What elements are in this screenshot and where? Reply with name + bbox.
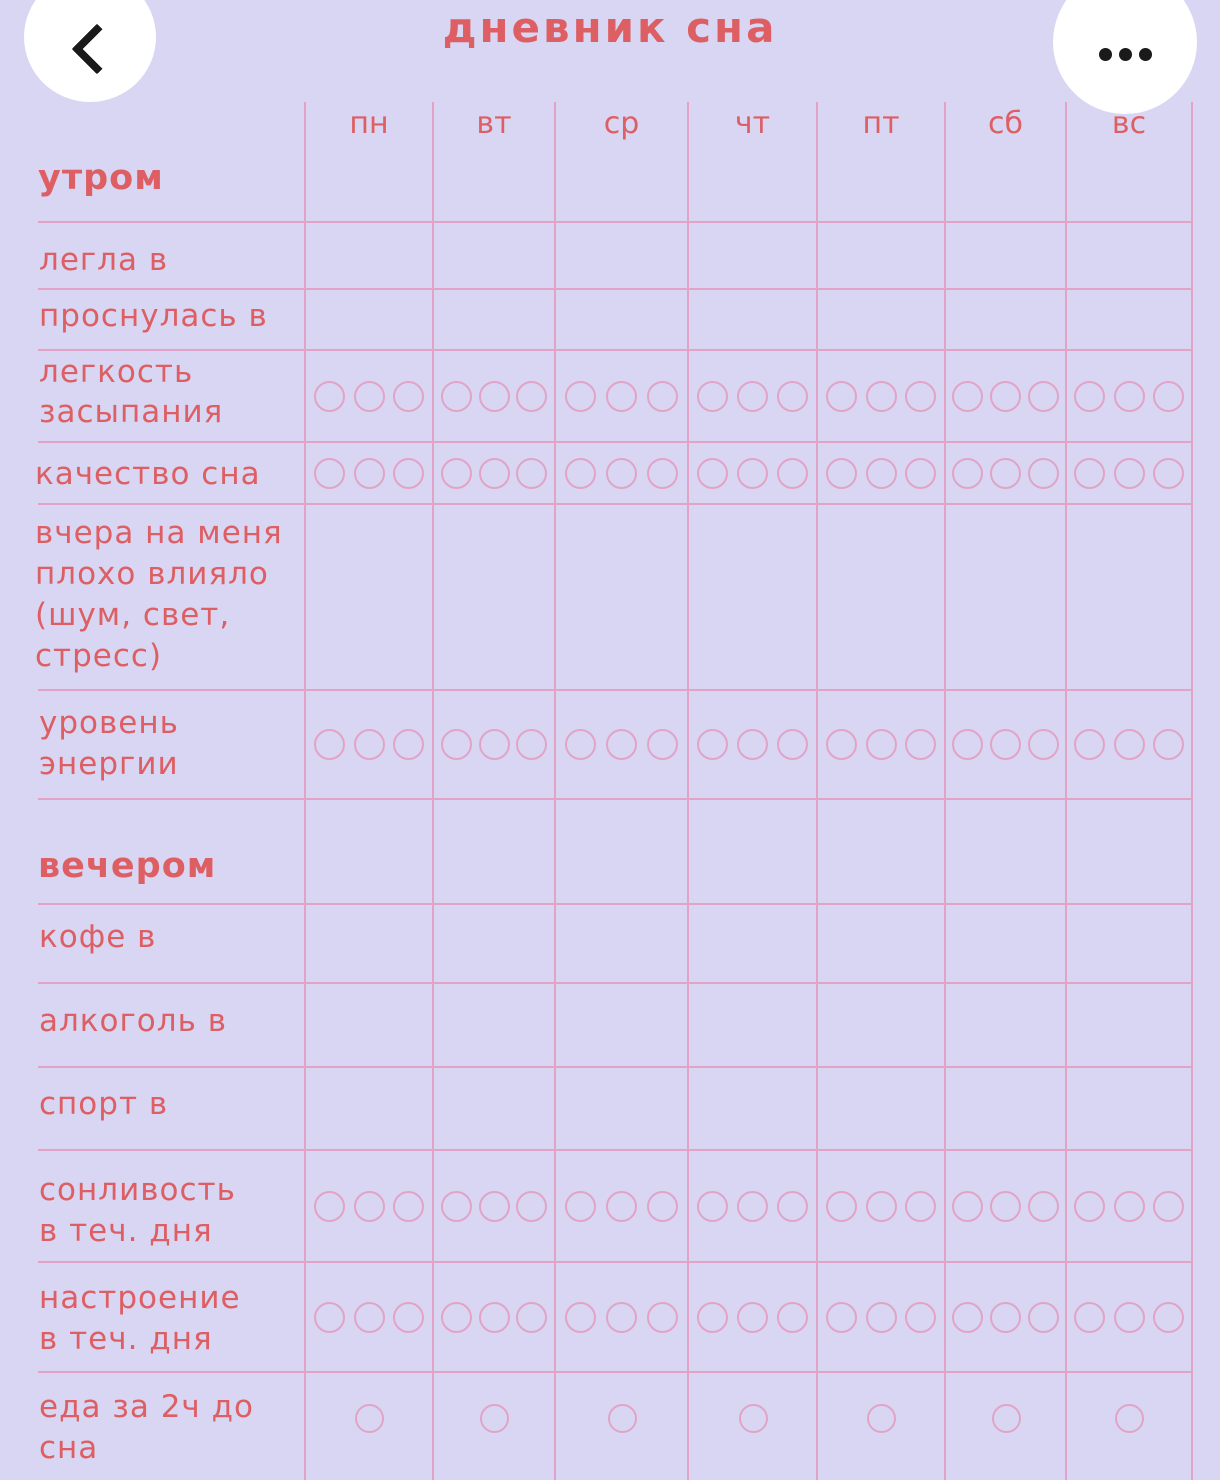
rating-circle[interactable]: [697, 1302, 728, 1333]
rating-circle[interactable]: [826, 381, 857, 412]
rating-circle[interactable]: [565, 458, 596, 489]
rating-circle[interactable]: [866, 729, 897, 760]
rating-circle[interactable]: [479, 381, 510, 412]
table-cell[interactable]: [557, 1068, 686, 1148]
row-label: вчера на меня: [35, 515, 283, 551]
table-cell[interactable]: [947, 905, 1064, 981]
table-cell[interactable]: [690, 1068, 815, 1148]
rating-circle[interactable]: [647, 1191, 678, 1222]
table-cell[interactable]: [947, 505, 1064, 688]
table-cell[interactable]: [435, 905, 553, 981]
more-options-button[interactable]: [1053, 0, 1197, 114]
row-label: настроение: [39, 1280, 241, 1316]
grid-line-vertical: [304, 102, 306, 1480]
rating-circle[interactable]: [697, 381, 728, 412]
rating-circle[interactable]: [441, 381, 472, 412]
rating-circle[interactable]: [479, 1302, 510, 1333]
rating-circle[interactable]: [1074, 458, 1105, 489]
day-header-3: чт: [734, 106, 771, 141]
grid-line-vertical: [1191, 102, 1193, 1480]
rating-circle[interactable]: [565, 729, 596, 760]
table-cell[interactable]: [307, 290, 431, 348]
rating-circle[interactable]: [1028, 381, 1059, 412]
table-cell[interactable]: [1068, 1068, 1190, 1148]
rating-circle[interactable]: [441, 729, 472, 760]
check-circle[interactable]: [867, 1404, 896, 1433]
rating-circle[interactable]: [952, 1302, 983, 1333]
rating-circle[interactable]: [905, 1191, 936, 1222]
rating-circle[interactable]: [1153, 729, 1184, 760]
table-cell[interactable]: [435, 984, 553, 1065]
rating-circle[interactable]: [1028, 1191, 1059, 1222]
more-horizontal-icon: [1099, 48, 1152, 61]
rating-circle[interactable]: [1153, 458, 1184, 489]
rating-circle[interactable]: [314, 381, 345, 412]
rating-circle[interactable]: [393, 381, 424, 412]
rating-circle[interactable]: [826, 1191, 857, 1222]
table-cell[interactable]: [947, 1068, 1064, 1148]
rating-circle[interactable]: [647, 458, 678, 489]
rating-circle[interactable]: [314, 1302, 345, 1333]
table-cell[interactable]: [690, 505, 815, 688]
row-label: сонливость: [39, 1172, 236, 1208]
row-label: стресс): [35, 638, 163, 674]
row-label: легла в: [39, 242, 169, 278]
table-cell[interactable]: [947, 984, 1064, 1065]
rating-circle[interactable]: [479, 729, 510, 760]
row-label: уровень: [39, 705, 179, 741]
section-heading-evening: вечером: [38, 846, 217, 886]
check-circle[interactable]: [480, 1404, 509, 1433]
table-cell[interactable]: [819, 1068, 943, 1148]
rating-circle[interactable]: [990, 1191, 1021, 1222]
day-header-0: пн: [349, 106, 389, 141]
table-cell[interactable]: [690, 984, 815, 1065]
rating-circle[interactable]: [1074, 381, 1105, 412]
grid-line-vertical: [816, 102, 818, 1480]
rating-circle[interactable]: [565, 1191, 596, 1222]
rating-circle[interactable]: [1028, 458, 1059, 489]
rating-circle[interactable]: [354, 1191, 385, 1222]
rating-circle[interactable]: [952, 1191, 983, 1222]
table-cell[interactable]: [307, 505, 431, 688]
rating-circle[interactable]: [905, 458, 936, 489]
rating-circle[interactable]: [1114, 1302, 1145, 1333]
check-circle[interactable]: [1115, 1404, 1144, 1433]
table-cell[interactable]: [307, 1068, 431, 1148]
row-label: сна: [39, 1430, 99, 1466]
rating-circle[interactable]: [737, 729, 768, 760]
rating-circle[interactable]: [441, 1302, 472, 1333]
rating-circle[interactable]: [697, 458, 728, 489]
rating-circle[interactable]: [952, 458, 983, 489]
rating-circle[interactable]: [606, 729, 637, 760]
rating-circle[interactable]: [1074, 1302, 1105, 1333]
grid-line-vertical: [554, 102, 556, 1480]
check-circle[interactable]: [608, 1404, 637, 1433]
table-cell[interactable]: [819, 505, 943, 688]
row-label: проснулась в: [39, 298, 268, 334]
rating-circle[interactable]: [606, 1302, 637, 1333]
rating-circle[interactable]: [516, 381, 547, 412]
row-label: спорт в: [39, 1086, 169, 1122]
day-header-2: ср: [603, 106, 640, 141]
table-cell[interactable]: [307, 905, 431, 981]
rating-circle[interactable]: [1114, 381, 1145, 412]
row-label: качество сна: [35, 456, 261, 492]
row-label: энергии: [39, 746, 179, 782]
rating-circle[interactable]: [777, 729, 808, 760]
day-header-1: вт: [476, 106, 512, 141]
rating-circle[interactable]: [866, 458, 897, 489]
rating-circle[interactable]: [777, 458, 808, 489]
table-cell[interactable]: [1068, 505, 1190, 688]
rating-circle[interactable]: [952, 381, 983, 412]
check-circle[interactable]: [739, 1404, 768, 1433]
rating-circle[interactable]: [826, 1302, 857, 1333]
grid-line-vertical: [944, 102, 946, 1480]
rating-circle[interactable]: [606, 458, 637, 489]
table-cell[interactable]: [557, 505, 686, 688]
rating-circle[interactable]: [1114, 729, 1145, 760]
rating-circle[interactable]: [866, 381, 897, 412]
rating-circle[interactable]: [314, 458, 345, 489]
table-cell[interactable]: [819, 290, 943, 348]
rating-circle[interactable]: [1114, 1191, 1145, 1222]
rating-circle[interactable]: [441, 458, 472, 489]
grid-line-vertical: [687, 102, 689, 1480]
rating-circle[interactable]: [737, 1191, 768, 1222]
day-header-5: сб: [988, 106, 1023, 141]
rating-circle[interactable]: [479, 458, 510, 489]
rating-circle[interactable]: [393, 1302, 424, 1333]
rating-circle[interactable]: [697, 1191, 728, 1222]
check-circle[interactable]: [355, 1404, 384, 1433]
table-cell[interactable]: [435, 505, 553, 688]
rating-circle[interactable]: [479, 1191, 510, 1222]
rating-circle[interactable]: [990, 381, 1021, 412]
rating-circle[interactable]: [1153, 1191, 1184, 1222]
rating-circle[interactable]: [1074, 1191, 1105, 1222]
rating-circle[interactable]: [606, 381, 637, 412]
row-label: плохо влияло: [35, 556, 269, 592]
table-cell[interactable]: [1068, 290, 1190, 348]
rating-circle[interactable]: [1028, 729, 1059, 760]
table-cell[interactable]: [1068, 905, 1190, 981]
rating-circle[interactable]: [905, 381, 936, 412]
table-cell[interactable]: [435, 223, 553, 287]
grid-line-horizontal: [38, 798, 1192, 800]
table-cell[interactable]: [1068, 984, 1190, 1065]
rating-circle[interactable]: [441, 1191, 472, 1222]
rating-circle[interactable]: [393, 458, 424, 489]
rating-circle[interactable]: [606, 1191, 637, 1222]
rating-circle[interactable]: [1153, 1302, 1184, 1333]
row-label: (шум, свет,: [35, 597, 231, 633]
rating-circle[interactable]: [565, 381, 596, 412]
rating-circle[interactable]: [1153, 381, 1184, 412]
rating-circle[interactable]: [990, 729, 1021, 760]
rating-circle[interactable]: [697, 729, 728, 760]
day-header-6: вс: [1111, 106, 1147, 141]
table-cell[interactable]: [690, 905, 815, 981]
rating-circle[interactable]: [354, 1302, 385, 1333]
rating-circle[interactable]: [990, 1302, 1021, 1333]
rating-circle[interactable]: [647, 1302, 678, 1333]
row-label: в теч. дня: [39, 1213, 213, 1249]
rating-circle[interactable]: [737, 458, 768, 489]
table-cell[interactable]: [1068, 223, 1190, 287]
rating-circle[interactable]: [777, 1302, 808, 1333]
rating-circle[interactable]: [737, 381, 768, 412]
section-heading-morning: утром: [38, 158, 164, 198]
table-cell[interactable]: [435, 290, 553, 348]
table-cell[interactable]: [947, 223, 1064, 287]
table-cell[interactable]: [557, 290, 686, 348]
rating-circle[interactable]: [905, 1302, 936, 1333]
table-cell[interactable]: [819, 905, 943, 981]
rating-circle[interactable]: [314, 1191, 345, 1222]
rating-circle[interactable]: [565, 1302, 596, 1333]
rating-circle[interactable]: [777, 381, 808, 412]
table-cell[interactable]: [557, 223, 686, 287]
rating-circle[interactable]: [737, 1302, 768, 1333]
row-label: алкоголь в: [39, 1003, 227, 1039]
row-label: кофе в: [39, 919, 157, 955]
rating-circle[interactable]: [354, 729, 385, 760]
rating-circle[interactable]: [393, 1191, 424, 1222]
table-cell[interactable]: [947, 290, 1064, 348]
check-circle[interactable]: [992, 1404, 1021, 1433]
table-cell[interactable]: [690, 290, 815, 348]
rating-circle[interactable]: [990, 458, 1021, 489]
rating-circle[interactable]: [516, 1191, 547, 1222]
table-cell[interactable]: [819, 984, 943, 1065]
table-cell[interactable]: [690, 223, 815, 287]
table-cell[interactable]: [557, 984, 686, 1065]
rating-circle[interactable]: [866, 1302, 897, 1333]
rating-circle[interactable]: [314, 729, 345, 760]
row-label: в теч. дня: [39, 1321, 213, 1357]
rating-circle[interactable]: [826, 729, 857, 760]
table-cell[interactable]: [307, 223, 431, 287]
row-label: еда за 2ч до: [39, 1389, 254, 1425]
rating-circle[interactable]: [777, 1191, 808, 1222]
rating-circle[interactable]: [516, 458, 547, 489]
rating-circle[interactable]: [1114, 458, 1145, 489]
table-cell[interactable]: [307, 984, 431, 1065]
day-header-4: пт: [862, 106, 900, 141]
page-title: дневник сна: [442, 3, 778, 52]
table-cell[interactable]: [435, 1068, 553, 1148]
grid-line-vertical: [1065, 102, 1067, 1480]
table-cell[interactable]: [557, 905, 686, 981]
rating-circle[interactable]: [647, 381, 678, 412]
row-label: легкость: [39, 354, 194, 390]
rating-circle[interactable]: [516, 1302, 547, 1333]
row-label: засыпания: [39, 394, 224, 430]
table-cell[interactable]: [819, 223, 943, 287]
grid-line-vertical: [432, 102, 434, 1480]
rating-circle[interactable]: [826, 458, 857, 489]
rating-circle[interactable]: [866, 1191, 897, 1222]
rating-circle[interactable]: [1028, 1302, 1059, 1333]
rating-circle[interactable]: [354, 381, 385, 412]
rating-circle[interactable]: [354, 458, 385, 489]
